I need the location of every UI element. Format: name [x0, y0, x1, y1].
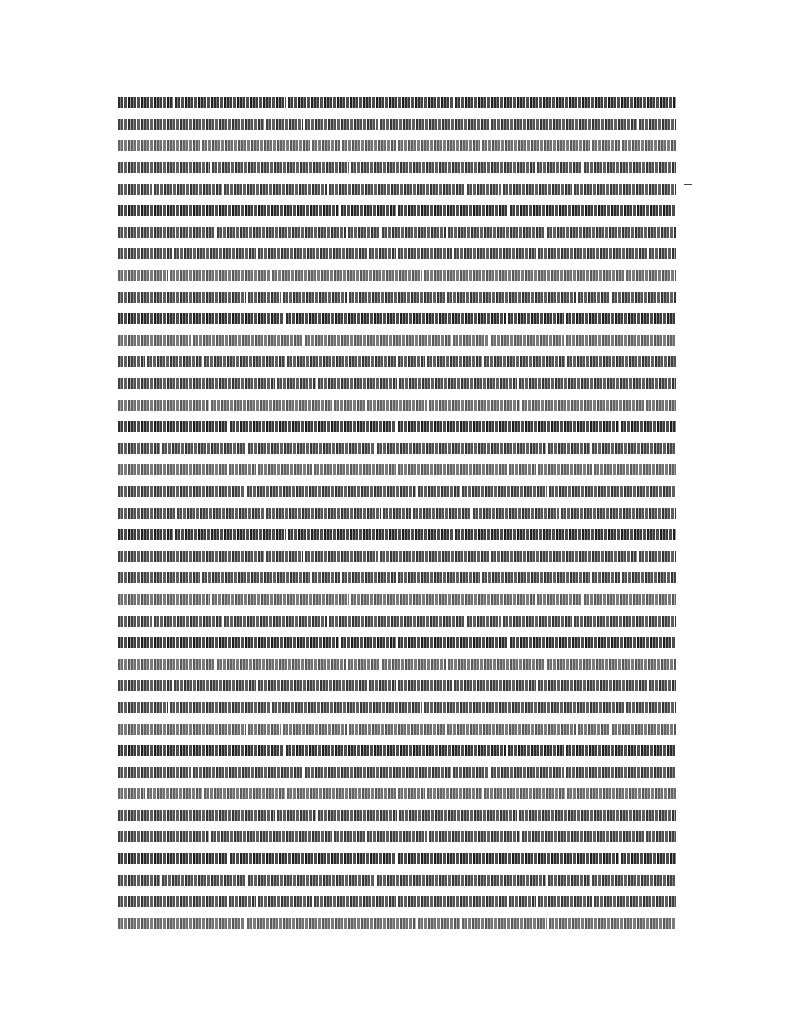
glyph-run	[509, 464, 536, 475]
glyph-run	[118, 270, 168, 281]
glyph-run	[491, 551, 637, 562]
text-line	[117, 200, 677, 222]
glyph-run	[508, 313, 563, 324]
glyph-run	[455, 97, 676, 108]
text-line	[117, 416, 677, 438]
glyph-run	[162, 875, 246, 886]
glyph-run	[491, 767, 564, 778]
text-line	[117, 265, 677, 287]
glyph-run	[369, 680, 396, 691]
text-line	[117, 157, 677, 179]
glyph-run	[626, 270, 676, 281]
glyph-run	[567, 356, 676, 367]
text-line	[117, 178, 677, 200]
glyph-run	[380, 551, 490, 562]
glyph-run	[118, 745, 284, 756]
text-line	[117, 891, 677, 913]
glyph-run	[548, 875, 590, 886]
glyph-run	[622, 572, 676, 583]
glyph-run	[491, 335, 564, 346]
glyph-run	[118, 292, 246, 303]
glyph-run	[351, 594, 534, 605]
glyph-run	[272, 270, 422, 281]
text-line	[117, 286, 677, 308]
glyph-run	[424, 270, 624, 281]
glyph-run	[508, 745, 563, 756]
glyph-run	[382, 659, 446, 670]
glyph-run	[118, 97, 173, 108]
glyph-run	[287, 788, 396, 799]
glyph-run	[482, 572, 591, 583]
glyph-run	[248, 875, 374, 886]
glyph-run	[639, 119, 676, 130]
glyph-run	[286, 313, 507, 324]
glyph-run	[118, 248, 172, 259]
glyph-run	[193, 767, 303, 778]
glyph-run	[621, 421, 676, 432]
glyph-run	[424, 702, 624, 713]
glyph-run	[503, 616, 571, 627]
glyph-run	[118, 637, 339, 648]
garbled-text-block	[117, 92, 677, 934]
glyph-run	[484, 788, 566, 799]
glyph-run	[383, 508, 412, 519]
glyph-run	[621, 853, 676, 864]
glyph-run	[118, 529, 173, 540]
glyph-run	[258, 464, 312, 475]
glyph-run	[398, 572, 480, 583]
text-line	[117, 135, 677, 157]
text-line	[117, 848, 677, 870]
glyph-run	[584, 594, 676, 605]
glyph-run	[447, 292, 575, 303]
glyph-run	[537, 162, 583, 173]
glyph-run	[538, 248, 647, 259]
glyph-run	[204, 356, 286, 367]
glyph-run	[646, 400, 676, 411]
glyph-run	[398, 853, 619, 864]
glyph-run	[247, 918, 416, 929]
glyph-run	[118, 205, 339, 216]
text-line	[117, 481, 677, 503]
glyph-run	[592, 140, 619, 151]
glyph-run	[266, 551, 303, 562]
glyph-run	[229, 464, 256, 475]
glyph-run	[118, 162, 210, 173]
glyph-run	[258, 248, 367, 259]
glyph-run	[118, 421, 228, 432]
glyph-run	[248, 292, 280, 303]
glyph-run	[118, 119, 264, 130]
glyph-run	[537, 594, 583, 605]
glyph-run	[118, 140, 200, 151]
glyph-run	[287, 356, 396, 367]
glyph-run	[147, 788, 201, 799]
glyph-run	[329, 184, 466, 195]
glyph-run	[202, 572, 311, 583]
glyph-run	[367, 400, 428, 411]
glyph-run	[626, 702, 676, 713]
glyph-run	[248, 443, 374, 454]
glyph-run	[258, 896, 312, 907]
glyph-run	[467, 616, 501, 627]
glyph-run	[574, 184, 676, 195]
glyph-run	[277, 378, 316, 389]
glyph-run	[217, 659, 346, 670]
glyph-run	[118, 659, 215, 670]
glyph-run	[578, 292, 610, 303]
glyph-run	[170, 270, 270, 281]
glyph-run	[174, 248, 256, 259]
glyph-run	[482, 140, 591, 151]
glyph-run	[382, 227, 446, 238]
glyph-run	[418, 486, 460, 497]
glyph-run	[398, 421, 619, 432]
glyph-run	[118, 594, 210, 605]
glyph-run	[118, 572, 200, 583]
glyph-run	[212, 594, 350, 605]
glyph-run	[118, 831, 209, 842]
glyph-run	[522, 400, 643, 411]
glyph-run	[175, 529, 285, 540]
text-line	[117, 114, 677, 136]
glyph-run	[549, 486, 676, 497]
glyph-run	[318, 378, 397, 389]
text-line	[117, 438, 677, 460]
glyph-run	[447, 724, 575, 735]
text-line	[117, 675, 677, 697]
text-line	[117, 913, 677, 935]
glyph-run	[503, 184, 571, 195]
glyph-run	[170, 702, 270, 713]
glyph-run	[118, 443, 160, 454]
glyph-run	[646, 831, 676, 842]
glyph-run	[547, 659, 676, 670]
glyph-run	[118, 918, 245, 929]
glyph-run	[211, 400, 332, 411]
glyph-run	[594, 896, 676, 907]
glyph-run	[367, 831, 428, 842]
text-line	[117, 653, 677, 675]
glyph-run	[175, 97, 285, 108]
glyph-run	[491, 119, 637, 130]
glyph-run	[147, 356, 201, 367]
glyph-run	[453, 767, 490, 778]
glyph-run	[305, 767, 451, 778]
glyph-run	[342, 140, 396, 151]
text-line	[117, 697, 677, 719]
glyph-run	[377, 443, 546, 454]
glyph-run	[548, 443, 590, 454]
glyph-run	[612, 292, 676, 303]
glyph-run	[622, 140, 676, 151]
glyph-run	[162, 443, 246, 454]
glyph-run	[510, 205, 676, 216]
glyph-run	[118, 896, 227, 907]
text-line	[117, 243, 677, 265]
glyph-run	[224, 184, 326, 195]
glyph-run	[118, 767, 191, 778]
glyph-run	[118, 378, 275, 389]
glyph-run	[427, 788, 481, 799]
glyph-run	[204, 788, 286, 799]
glyph-run	[351, 162, 534, 173]
glyph-run	[538, 464, 592, 475]
text-line	[117, 805, 677, 827]
text-line	[117, 524, 677, 546]
glyph-run	[118, 184, 152, 195]
text-line	[117, 351, 677, 373]
glyph-run	[510, 637, 676, 648]
glyph-run	[398, 205, 508, 216]
glyph-run	[399, 810, 517, 821]
glyph-run	[283, 724, 347, 735]
text-line	[117, 373, 677, 395]
glyph-run	[413, 508, 470, 519]
glyph-run	[398, 637, 508, 648]
text-line	[117, 222, 677, 244]
glyph-run	[288, 97, 454, 108]
glyph-run	[566, 745, 676, 756]
glyph-run	[305, 551, 378, 562]
glyph-run	[567, 788, 676, 799]
glyph-run	[248, 724, 280, 735]
glyph-run	[592, 443, 676, 454]
glyph-run	[561, 508, 676, 519]
glyph-run	[118, 335, 191, 346]
glyph-run	[118, 551, 264, 562]
glyph-run	[380, 119, 490, 130]
glyph-run	[118, 680, 172, 691]
glyph-run	[277, 810, 316, 821]
glyph-run	[462, 486, 547, 497]
text-line	[117, 589, 677, 611]
glyph-run	[348, 227, 380, 238]
glyph-run	[177, 508, 263, 519]
glyph-run	[519, 810, 676, 821]
glyph-run	[538, 896, 592, 907]
text-line	[117, 502, 677, 524]
glyph-run	[538, 680, 647, 691]
glyph-run	[369, 248, 396, 259]
glyph-run	[118, 464, 227, 475]
glyph-run	[566, 767, 676, 778]
glyph-run	[349, 724, 445, 735]
glyph-run	[349, 292, 445, 303]
glyph-run	[229, 896, 256, 907]
glyph-run	[118, 356, 145, 367]
glyph-run	[334, 831, 364, 842]
margin-mark	[684, 184, 692, 185]
glyph-run	[398, 680, 452, 691]
glyph-run	[418, 918, 460, 929]
glyph-run	[342, 572, 396, 583]
glyph-run	[639, 551, 676, 562]
glyph-run	[193, 335, 303, 346]
glyph-run	[519, 378, 676, 389]
glyph-run	[341, 637, 396, 648]
glyph-run	[247, 486, 416, 497]
glyph-run	[314, 464, 396, 475]
text-line	[117, 92, 677, 114]
glyph-run	[484, 356, 566, 367]
glyph-run	[578, 724, 610, 735]
glyph-run	[454, 248, 536, 259]
glyph-run	[202, 140, 311, 151]
text-line	[117, 869, 677, 891]
text-line	[117, 308, 677, 330]
glyph-run	[266, 508, 381, 519]
glyph-run	[566, 335, 676, 346]
glyph-run	[467, 184, 501, 195]
glyph-run	[574, 616, 676, 627]
glyph-run	[283, 292, 347, 303]
glyph-run	[462, 918, 547, 929]
glyph-run	[314, 896, 396, 907]
glyph-run	[118, 313, 284, 324]
glyph-run	[118, 616, 152, 627]
text-line	[117, 394, 677, 416]
glyph-run	[224, 616, 326, 627]
glyph-run	[448, 659, 545, 670]
text-line	[117, 330, 677, 352]
glyph-run	[217, 227, 346, 238]
glyph-run	[398, 464, 507, 475]
glyph-run	[448, 227, 545, 238]
glyph-run	[312, 572, 339, 583]
glyph-run	[312, 140, 339, 151]
glyph-run	[454, 680, 536, 691]
glyph-run	[118, 810, 275, 821]
glyph-run	[334, 400, 364, 411]
text-line	[117, 761, 677, 783]
glyph-run	[649, 248, 676, 259]
glyph-run	[398, 896, 507, 907]
glyph-run	[118, 724, 246, 735]
glyph-run	[398, 788, 425, 799]
glyph-run	[429, 400, 520, 411]
glyph-run	[348, 659, 380, 670]
glyph-run	[584, 162, 676, 173]
glyph-run	[118, 702, 168, 713]
glyph-run	[566, 313, 676, 324]
glyph-run	[592, 875, 676, 886]
glyph-run	[118, 400, 209, 411]
glyph-run	[305, 119, 378, 130]
glyph-run	[118, 788, 145, 799]
glyph-run	[118, 486, 245, 497]
glyph-run	[154, 184, 222, 195]
text-line	[117, 740, 677, 762]
glyph-run	[612, 724, 676, 735]
glyph-run	[522, 831, 643, 842]
glyph-run	[341, 205, 396, 216]
text-line	[117, 610, 677, 632]
text-line	[117, 545, 677, 567]
glyph-run	[118, 508, 175, 519]
text-line	[117, 632, 677, 654]
glyph-run	[211, 831, 332, 842]
glyph-run	[266, 119, 303, 130]
glyph-run	[509, 896, 536, 907]
glyph-run	[212, 162, 350, 173]
glyph-run	[154, 616, 222, 627]
glyph-run	[305, 335, 451, 346]
glyph-run	[398, 248, 452, 259]
text-line	[117, 567, 677, 589]
glyph-run	[649, 680, 676, 691]
glyph-run	[429, 831, 520, 842]
glyph-run	[288, 529, 454, 540]
text-line	[117, 783, 677, 805]
text-line	[117, 459, 677, 481]
glyph-run	[549, 918, 676, 929]
glyph-run	[473, 508, 559, 519]
glyph-run	[398, 140, 480, 151]
glyph-run	[118, 853, 228, 864]
glyph-run	[230, 853, 396, 864]
glyph-run	[258, 680, 367, 691]
glyph-run	[318, 810, 397, 821]
glyph-run	[230, 421, 396, 432]
glyph-run	[592, 572, 619, 583]
glyph-run	[174, 680, 256, 691]
glyph-run	[399, 378, 517, 389]
glyph-run	[286, 745, 507, 756]
glyph-run	[272, 702, 422, 713]
glyph-run	[594, 464, 676, 475]
glyph-run	[377, 875, 546, 886]
glyph-run	[547, 227, 676, 238]
glyph-run	[118, 227, 215, 238]
text-line	[117, 718, 677, 740]
glyph-run	[329, 616, 466, 627]
glyph-run	[455, 529, 676, 540]
glyph-run	[427, 356, 481, 367]
text-line	[117, 826, 677, 848]
glyph-run	[118, 875, 160, 886]
glyph-run	[398, 356, 425, 367]
glyph-run	[453, 335, 490, 346]
